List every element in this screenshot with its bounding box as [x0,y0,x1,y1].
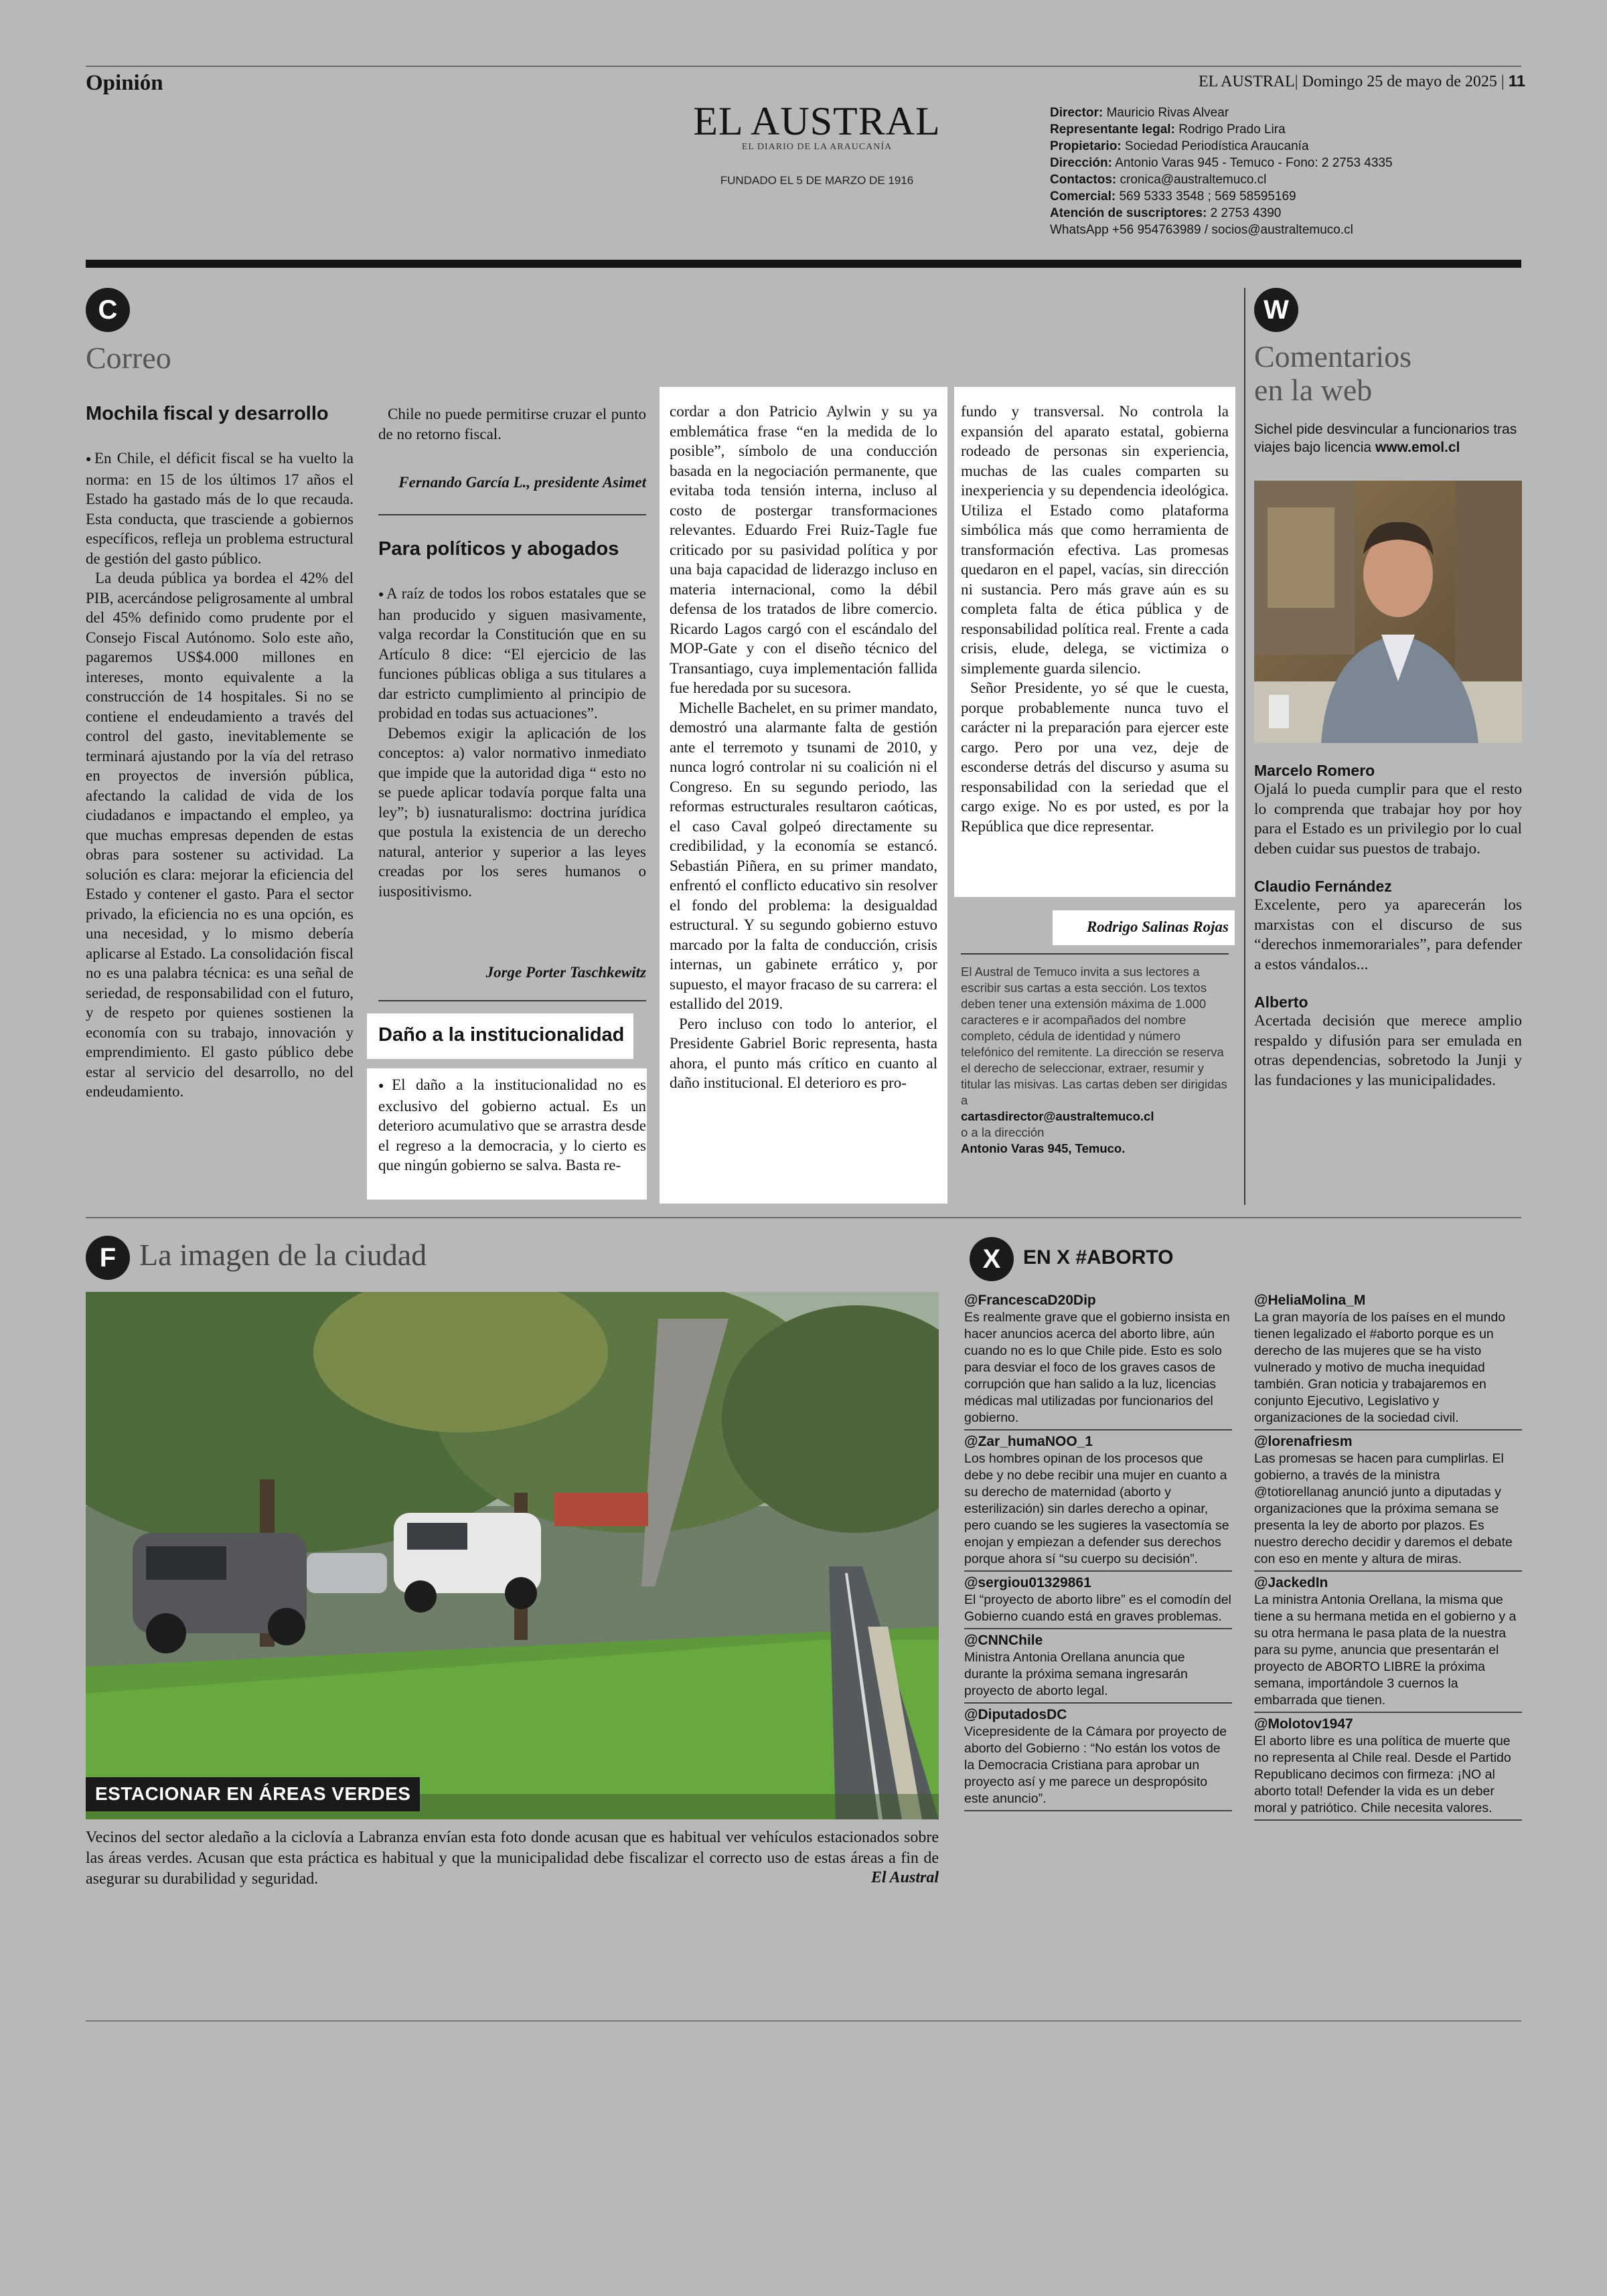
tweet-handle[interactable]: @sergiou01329861 [964,1575,1091,1590]
logo-title: EL AUSTRAL [693,99,941,143]
staff-label: Propietario: [1050,139,1122,153]
letter1-continuation-text: Chile no puede permitirse cruzar el punto de no retorno fiscal. [378,406,646,442]
tweet [964,1292,1232,1430]
tweet [1254,1433,1522,1572]
letter3-paragraph: Señor Presidente, yo sé que le cuesta, porque probablemente nunca tuvo el carácter ni la preparación para ejercer este cargo. Pero por una vez, deje de esconderse detrás del discurso y asuma su responsabilidad con la seriedad que el cargo exige. No es por usted, es por la República que dice representar. [961,679,1229,835]
comment-item [1254,993,1522,1090]
letter1-title: Mochila fiscal y desarrollo [86,403,329,424]
letter2-body [378,584,646,901]
page-number: 11 [1508,72,1526,90]
tweet-text: El aborto libre es una política de muerte que no representa al Chile real. Desde el Partido Republicano decimos con firmeza: ¡NO al aborto total! Defender la vida es un deber moral y patriótico. Chile necesita valores. [1254,1733,1522,1821]
staff-value: Sociedad Periodística Araucanía [1124,139,1309,153]
tweet [964,1574,1232,1629]
letter3-col1 [378,1075,646,1175]
staff-row [1050,205,1425,222]
city-photo [86,1292,939,1819]
letter2-paragraph: A raíz de todos los robos estatales que se han producido y siguen masivamente, valga recordar la Constitución que en su Artículo 8 dice: “El ejercicio de las funciones públicas obliga a sus titulares a dar estricto cumplimiento al principio de probidad en todas sus actuaciones”. [378,585,646,722]
issue-line [1199,72,1525,91]
x-title: EN X #ABORTO [1023,1246,1174,1268]
staff-value: cronica@australtemuco.cl [1120,173,1267,187]
letter2-title: Para políticos y abogados [378,538,619,560]
letter2-signature: Jorge Porter Taschkewitz [485,964,646,981]
letter1-paragraph: En Chile, el déficit fiscal se ha vuelto la norma: en 15 de los últimos 17 años el Estado ha gastado más de lo que recauda. Esta conducta, que trasciende a gobiernos específicos, refleja un problema estructural de gestión del gasto público. [86,450,354,567]
comentarios-title-line1: Comentarios [1254,339,1412,374]
intro-text: Sichel pide desvincular a funcionarios tras viajes bajo licencia [1254,422,1517,455]
comment-author: Marcelo Romero [1254,762,1375,779]
issue-date: EL AUSTRAL| Domingo 25 de mayo de 2025 | [1199,73,1505,90]
correo-badge: C [86,288,130,332]
comment-item [1254,762,1522,859]
comment-text: Excelente, pero ya aparecerán los marxistas con el discurso de sus “derechos inmemorariales”, para defender a estos vándalos... [1254,896,1522,973]
letter3-paragraph: cordar a don Patricio Aylwin y su ya emblemática frase “en la medida de lo posible”, símbolo de una conducción basada en la negociación permanente, que evitaba toda tensión interna, incluso al costo de postergar transformaciones relevantes. Eduardo Frei Ruiz-Tagle fue criticado por su pasividad política y por una baja capacidad de liderazgo incluso en materia internacional, como la débil defensa de los tratados de libre comercio. Ricardo Lagos cargó con el escándalo del MOP-Gate y con el diseño técnico del Transantiago, cuya implementación fallida fue heredada por su sucesora. [670,403,937,696]
comment-text: Acertada decisión que merece amplio respaldo y difusión para ser emulada en otras dependencias, sobretodo la Junji y las fundaciones y las municipalidades. [1254,1012,1522,1089]
letter2-paragraph: Debemos exigir la aplicación de los conceptos: a) valor normativo inmediato que impide que la autoridad diga “ esto no se puede aplicar todavía porque falta una ley”; b) iusnaturalismo: doctrina jurídica que postula la existencia de un derecho natural, anterior y superior a las leyes creadas por los seres humanos o iuspositivismo. [378,724,646,900]
comentarios-intro [1254,420,1522,457]
notice-addr-intro: o a la dirección [961,1125,1045,1139]
tweet-text: El “proyecto de aborto libre” es el comodín del Gobierno cuando está en graves problemas. [964,1592,1232,1629]
comentarios-title [1254,340,1411,407]
comment-text: Ojalá lo pueda cumplir para que el resto lo comprenda que trabajar hoy por hoy para el Estado es un privilegio por lo cual deben cuidar sus puestos de trabajo. [1254,781,1522,857]
tweet-handle[interactable]: @Molotov1947 [1254,1716,1353,1732]
x-left-column [964,1292,1232,1814]
staff-value: Rodrigo Prado Lira [1178,122,1286,137]
tweet-text: La gran mayoría de los países en el mundo tienen legalizado el #aborto porque es un derecho de las mujeres que se ha visto vulnerado y motivo de mucha inequidad también. Gran noticia y trabajaremos en conjunto Ejecutivo, Legislativo y organizaciones de la sociedad civil. [1254,1309,1522,1430]
x-badge: X [970,1237,1014,1281]
letters-notice [961,964,1229,1157]
tweet [964,1706,1232,1811]
tweet [964,1632,1232,1704]
comentarios-list [1254,762,1522,1109]
tweet-text: Las promesas se hacen para cumplirlas. El gobierno, a través de la ministra @totiorellanag anunció junto a diputadas y organizaciones que la próxima semana se presenta la ley de aborto por plazos. Es nuestro derecho decidir y daremos el debate con eso en mente y altura de miras. [1254,1451,1522,1572]
comment-author: Claudio Fernández [1254,878,1392,895]
imagen-badge: F [86,1236,130,1280]
section-label: Opinión [86,71,163,95]
comment-author: Alberto [1254,993,1308,1011]
staff-label: Atención de suscriptores: [1050,206,1207,220]
staff-label: Director: [1050,106,1103,120]
staff-value: 2 2753 4390 [1210,206,1282,220]
letter1-body [86,448,354,1102]
notice-address: Antonio Varas 945, Temuco. [961,1141,1126,1155]
masthead-logo [683,100,951,187]
comentarios-photo [1254,481,1522,743]
tweet-handle[interactable]: @FrancescaD20Dip [964,1293,1096,1308]
correo-title: Correo [86,341,171,375]
staff-row [1050,104,1425,121]
staff-row [1050,121,1425,138]
tweet-handle[interactable]: @JackedIn [1254,1575,1328,1590]
staff-row [1050,171,1425,188]
staff-label: Contactos: [1050,173,1117,187]
tweet-handle[interactable]: @DiputadosDC [964,1707,1067,1722]
letter3-col2 [670,402,937,1093]
founded-line: FUNDADO EL 5 DE MARZO DE 1916 [720,174,914,187]
letter3-signature: Rodrigo Salinas Rojas [1086,918,1229,935]
tweet [1254,1574,1522,1713]
intro-source[interactable]: www.emol.cl [1375,440,1460,455]
staff-box [1050,104,1425,238]
staff-value: Mauricio Rivas Alvear [1106,106,1229,120]
photo-caption-text: Vecinos del sector aledaño a la ciclovía a Labranza envían esta foto donde acusan que es habitual ver vehículos estacionados sobre las áreas verdes. Acusan que esta práctica es habitual y que la municipalidad debe fiscalizar el correcto uso de estas áreas a fin de asegurar su durabilidad y seguridad. [86,1829,939,1888]
letter1-signature: Fernando García L., presidente Asimet [398,474,646,491]
comentarios-title-line2: en la web [1254,373,1373,407]
letter3-col1-text: El daño a la institucionalidad no es exclusivo del gobierno actual. Es un deterioro acumulativo que se arrastra desde el regreso a la democracia, y lo cierto es que ningún gobierno se salva. Basta re- [378,1076,646,1173]
notice-email[interactable]: cartasdirector@australtemuco.cl [961,1109,1154,1123]
letter3-paragraph: Pero incluso con todo lo anterior, el Presidente Gabriel Boric representa, hasta ahora, el punto más crítico en cuanto al daño institucional. El deterioro es pro- [670,1015,937,1091]
staff-value: WhatsApp +56 954763989 / socios@australtemuco.cl [1050,223,1353,237]
tweet-text: Es realmente grave que el gobierno insista en hacer anuncios acerca del aborto libre, aún cuando no es lo que Chile pide. Esto es solo para desviar el foco de los graves casos de corrupción que han salido a la luz, licencias médicas mal utilizadas por funcionarios del gobierno. [964,1309,1232,1430]
tweet-handle[interactable]: @HeliaMolina_M [1254,1293,1366,1308]
tweet-text: Ministra Antonia Orellana anuncia que durante la próxima semana ingresarán proyecto de aborto legal. [964,1649,1232,1704]
comentarios-badge: W [1254,288,1298,332]
tweet [1254,1716,1522,1821]
x-right-column [1254,1292,1522,1823]
staff-label: Dirección: [1050,156,1112,170]
tweet [964,1433,1232,1572]
staff-row [1050,138,1425,155]
photo-caption-title: ESTACIONAR EN ÁREAS VERDES [86,1777,420,1811]
letter3-paragraph: Michelle Bachelet, en su primer mandato, demostró una alarmante falta de gestión ante el terremoto y tsunami de 2010, y nunca logró controlar ni su coalición ni el Congreso. En su segundo periodo, las reformas estructurales resultaron caóticas, el caso Caval golpeó directamente su credibilidad, y la economía se estancó. Sebastián Piñera, en su primer mandato, enfrentó el conflicto educativo sin resolver el fondo del problema: la desigualdad estructural. Y su segundo gobierno estuvo marcado por la falta de conducción, crisis internas, un gabinete errático y, por supuesto, el mayor fracaso de su carrera: el estallido del 2019. [670,699,937,1012]
logo-subtitle: EL DIARIO DE LA ARAUCANÍA [741,142,893,152]
staff-row [1050,155,1425,171]
letter1-continuation [378,404,646,444]
staff-value: 569 5333 3548 ; 569 58595169 [1119,189,1296,203]
tweet-text: Los hombres opinan de los procesos que debe y no debe recibir una mujer en cuanto a su derecho de maternidad (aborto y esterilización) sin darles derecho a opinar, pero cuando se les sugieres la vasectomía se enojan y empiezan a defender sus derechos porque ahora sí “su cuerpo su decisión”. [964,1451,1232,1572]
notice-text: El Austral de Temuco invita a sus lectores a escribir sus cartas a esta sección. Los textos deben tener una extensión máxima de 1.000 caracteres e ir acompañados del nombre completo, cédula de identidad y número telefónico del remitente. La dirección se reserva el derecho de seleccionar, extraer, resumir y titular las misivas. Las cartas deben ser dirigidas a [961,965,1227,1107]
tweet [1254,1292,1522,1430]
staff-label: Representante legal: [1050,122,1175,137]
staff-row [1050,188,1425,205]
comment-item [1254,878,1522,975]
tweet-handle[interactable]: @Zar_humaNOO_1 [964,1434,1093,1449]
tweet-text: La ministra Antonia Orellana, la misma que tiene a su hermana metida en el gobierno y a su otra hermana le pasa plata de la nuestra para su pyme, anuncia que presentarán el proyecto de ABORTO LIBRE la próxima semana, importándole 3 cuernos la embarrada que tienen. [1254,1592,1522,1713]
staff-row [1050,222,1425,238]
staff-label: Comercial: [1050,189,1116,203]
photo-credit: El Austral [870,1869,939,1886]
letter1-paragraph: La deuda pública ya bordea el 42% del PIB, acercándose peligrosamente al umbral del 45% definido como prudente por el Consejo Fiscal Autónomo. Solo este año, pagaremos US$4.000 millones en intereses, monto equivalente a la construcción de 14 hospitales. Si no se contiene el endeudamiento a través del control del gasto, inevitablemente se terminará ajustando por la vía del retraso en proyectos de inversión pública, afectando la calidad de vida de los ciudadanos e impactando el empleo, ya que muchas empresas dependen de estas obras para sostener su actividad. La solución es clara: mejorar la eficiencia del Estado y contener el gasto. Para el sector privado, la eficiencia no es una opción, es una necesidad, y lo mismo debería aplicarse al Estado. La consolidación fiscal no es una palabra técnica: es una señal de seriedad, de responsabilidad con el futuro, y de respeto por quienes sostienen la economía con su trabajo, innovación y emprendimiento. El gasto público debe estar al servicio del desarrollo, no del endeudamiento. [86,570,354,1100]
staff-value: Antonio Varas 945 - Temuco - Fono: 2 2753 4335 [1115,156,1393,170]
letter3-col3 [961,402,1229,836]
tweet-text: Vicepresidente de la Cámara por proyecto de aborto del Gobierno : “No están los votos de la Democracia Cristiana para aprobar un proyecto así y me parece un despropósito este anuncio”. [964,1724,1232,1811]
tweet-handle[interactable]: @lorenafriesm [1254,1434,1353,1449]
tweet-handle[interactable]: @CNNChile [964,1633,1043,1648]
letter3-title: Daño a la institucionalidad [378,1024,625,1046]
imagen-title: La imagen de la ciudad [139,1238,427,1272]
letter3-paragraph: fundo y transversal. No controla la expansión del aparato estatal, gobierna rodeado de personas sin experiencia, muchas de las cuales comparten su inexperiencia y su dependencia ideológica. Utiliza el Estado como plataforma simbólica más que como herramienta de transformación efectiva. Las promesas quedaron en el papel, vacías, sin dirección ni sustancia. Pero más grave aún es su completa falta de ética pública y de responsabilidad política real. Frente a cada crisis, elude, delega, se victimiza o simplemente guarda silencio. [961,403,1229,677]
